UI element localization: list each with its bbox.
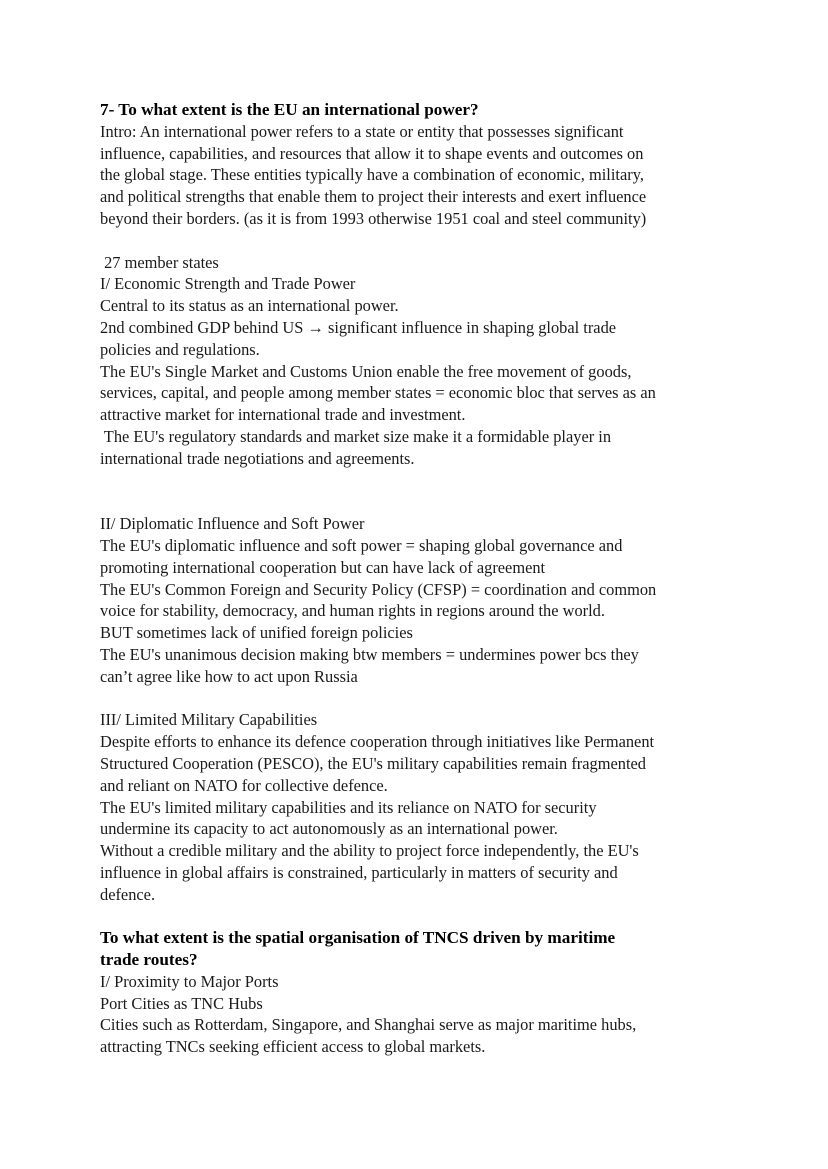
question-heading: To what extent is the spatial organisation of TNCS driven by maritime: [100, 928, 616, 948]
blank-line: [100, 688, 656, 710]
text-line: BUT sometimes lack of unified foreign policies: [100, 623, 413, 643]
section-heading: I/ Proximity to Major Ports: [100, 971, 279, 991]
text-line: attractive market for international trade and investment.: [100, 405, 466, 425]
text-line: Cities such as Rotterdam, Singapore, and Shanghai serve as major maritime hubs,: [100, 1015, 637, 1035]
text-line: and political strengths that enable them to project their interests and exert influence: [100, 187, 647, 207]
text-line: Structured Cooperation (PESCO), the EU's military capabilities remain fragmented: [100, 753, 646, 773]
text-line: influence, capabilities, and resources that allow it to shape events and outcomes on: [100, 143, 644, 163]
text-line: The EU's Common Foreign and Security Policy (CFSP) = coordination and common: [100, 579, 657, 599]
text-line: policies and regulations.: [100, 339, 260, 359]
text-line: defence.: [100, 884, 156, 904]
text-line: influence in global affairs is constrained, particularly in matters of security and: [100, 862, 618, 882]
text-line: beyond their borders. (as it is from 1993 otherwise 1951 coal and steel community): [100, 208, 647, 228]
question-heading: 7- To what extent is the EU an international power?: [100, 100, 479, 119]
text-line: The EU's Single Market and Customs Union enable the free movement of goods,: [100, 361, 632, 381]
text-line: undermine its capacity to act autonomously as an international power.: [100, 819, 558, 839]
text-line: can’t agree like how to act upon Russia: [100, 666, 358, 686]
text-line: Central to its status as an international power.: [100, 296, 399, 316]
text-line: attracting TNCs seeking efficient access to global markets.: [100, 1037, 486, 1057]
text-line: and reliant on NATO for collective defence.: [100, 775, 388, 795]
document-page: [100, 99, 656, 1058]
blank-line: [100, 491, 656, 513]
text-line: Without a credible military and the ability to project force independently, the EU's: [100, 841, 639, 861]
text-line: Despite efforts to enhance its defence cooperation through initiatives like Permanent: [100, 732, 655, 752]
blank-line: [100, 470, 656, 492]
blank-line: [100, 905, 656, 927]
text-line: 2nd combined GDP behind US → significant influence in shaping global trade: [100, 317, 617, 337]
text-line: The EU's unanimous decision making btw members = undermines power bcs they: [100, 644, 639, 664]
text-line: the global stage. These entities typically have a combination of economic, military,: [100, 165, 644, 185]
question-heading: trade routes?: [100, 950, 198, 970]
text-line: voice for stability, democracy, and human rights in regions around the world.: [100, 601, 605, 621]
text-line: Port Cities as TNC Hubs: [100, 993, 263, 1013]
section-heading: II/ Diplomatic Influence and Soft Power: [100, 514, 365, 534]
text-line: 27 member states: [100, 252, 219, 272]
text-line: services, capital, and people among member states = economic bloc that serves as an: [100, 383, 656, 403]
text-line: The EU's diplomatic influence and soft power = shaping global governance and: [100, 535, 623, 555]
section-heading: I/ Economic Strength and Trade Power: [100, 274, 356, 294]
text-line: international trade negotiations and agreements.: [100, 448, 415, 468]
blank-line: [100, 230, 656, 252]
section-heading: III/ Limited Military Capabilities: [100, 710, 318, 730]
text-line: promoting international cooperation but can have lack of agreement: [100, 557, 546, 577]
text-line: The EU's regulatory standards and market size make it a formidable player in: [100, 426, 612, 446]
text-line: The EU's limited military capabilities and its reliance on NATO for security: [100, 797, 597, 817]
text-line: Intro: An international power refers to a state or entity that possesses significant: [100, 121, 624, 141]
